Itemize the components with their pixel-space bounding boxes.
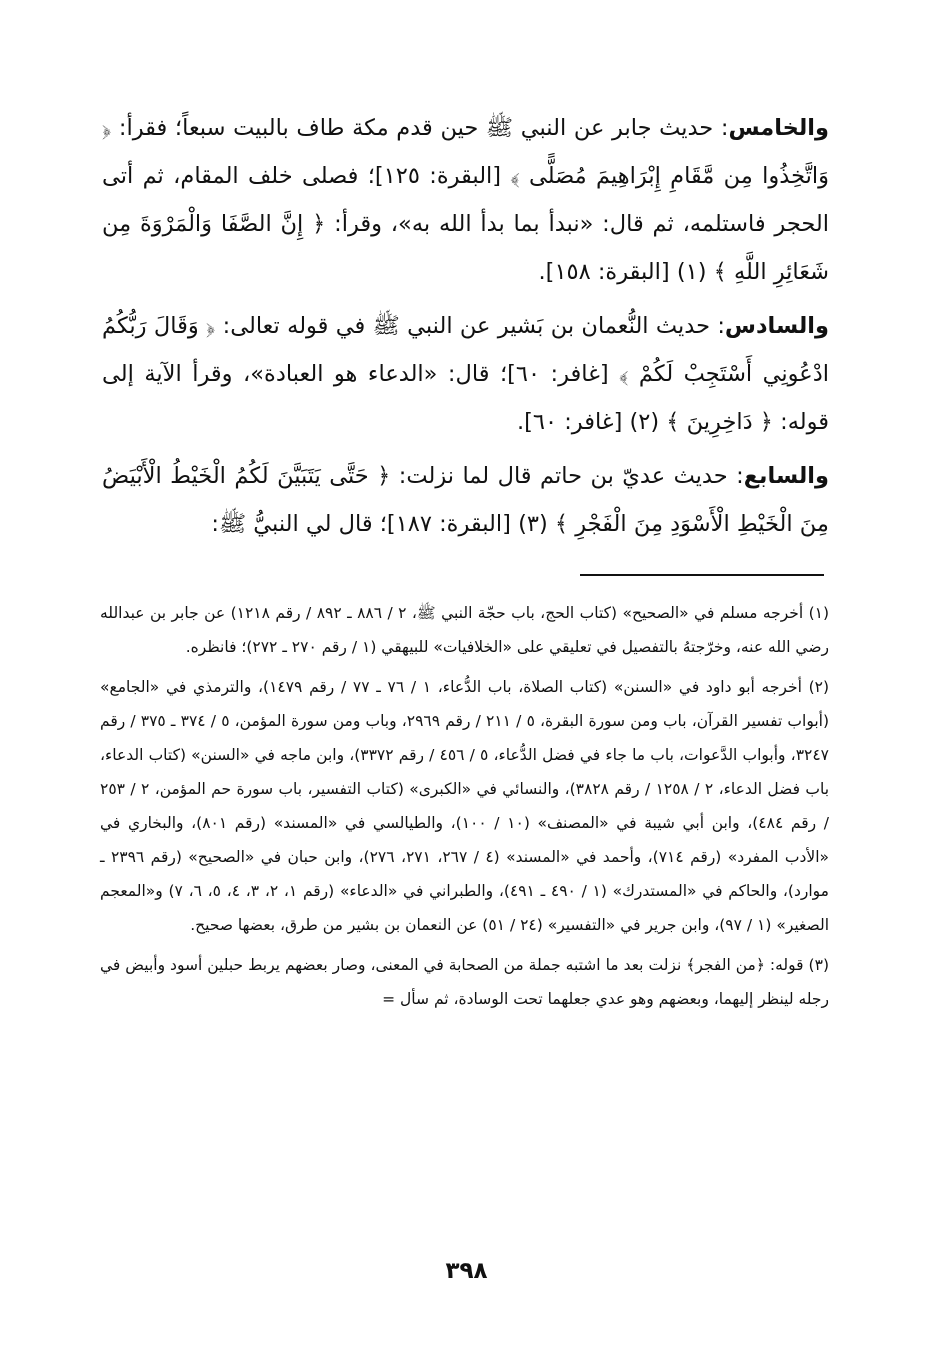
paragraph-sixth bbox=[102, 302, 829, 446]
footnote-2: (٢) أخرجه أبو داود في «السنن» (كتاب الصلاة، باب الدُّعاء، ١ / ٧٦ ـ ٧٧ / رقم ١٤٧٩)، والترمذي في «الجامع» (أبواب تفسير القرآن، باب ومن سورة البقرة، ٥ / ٢١١ / رقم ٢٩٦٩، وباب ومن سورة المؤمن، ٥ / ٣٧٤ ـ ٣٧٥ / رقم ٣٢٤٧، وأبواب الدَّعوات، باب ما جاء في فضل الدُّعاء، ٥ / ٤٥٦ / رقم ٣٣٧٢)، وابن ماجه في «السنن» (كتاب الدعاء، باب فضل الدعاء، ٢ / ١٢٥٨ / رقم ٣٨٢٨)، والنسائي في «الكبرى» (كتاب التفسير، باب سورة حم المؤمن، ٢ / ٢٥٣ / رقم ٤٨٤)، وابن أبي شيبة في «المصنف» (١٠ / ١٠٠)، والطيالسي في «المسند» (رقم ٨٠١)، والبخاري في «الأدب المفرد» (رقم ٧١٤)، وأحمد في «المسند» (٤ / ٢٦٧، ٢٧١، ٢٧٦)، وابن حبان في «الصحيح» (رقم ٢٣٩٦ ـ موارد)، والحاكم في «المستدرك» (١ / ٤٩٠ ـ ٤٩١)، والطبراني في «الدعاء» (رقم ١، ٢، ٣، ٤، ٥، ٦، ٧) و«المعجم الصغير» (١ / ٩٧)، وابن جرير في «التفسير» (٢٤ / ٥١) عن النعمان بن بشير من طرق، بعضها صحيح. bbox=[100, 678, 830, 934]
paragraph-seventh bbox=[102, 452, 829, 548]
paragraph-lead: والسادس bbox=[724, 313, 829, 339]
paragraph-body: : حديث النُّعمان بن بَشير عن النبي ﷺ في قوله تعالى: ﴿ وَقَالَ رَبُّكُمُ ادْعُونِي أَسْتَجِبْ لَكُمْ ﴾ [غافر: ٦٠]؛ قال: «الدعاء هو العبادة»، وقرأ الآية إلى قوله: ﴿ دَاخِرِينَ ﴾ (٢) [غافر: ٦٠]. bbox=[102, 313, 829, 435]
footnotes bbox=[100, 596, 829, 1022]
page-number: ٣٩٨ bbox=[445, 1258, 488, 1284]
paragraph-body: : حديث عديّ بن حاتم قال لما نزلت: ﴿ حَتَّى يَتَبَيَّنَ لَكُمُ الْخَيْطُ الْأَبْيَضُ مِنَ الْخَيْطِ الْأَسْوَدِ مِنَ الْفَجْرِ ﴾ (٣) [البقرة: ١٨٧]؛ قال لي النبيُّ ﷺ: bbox=[102, 463, 829, 537]
paragraph-body: : حديث جابر عن النبي ﷺ حين قدم مكة طاف بالبيت سبعاً؛ فقرأ: ﴿ وَاتَّخِذُوا مِن مَّقَامِ إِبْرَاهِيمَ مُصَلًّى ﴾ [البقرة: ١٢٥]؛ فصلى خلف المقام، ثم أتى الحجر فاستلمه، ثم قال: «نبدأ بما بدأ الله به»، وقرأ: ﴿ إِنَّ الصَّفَا وَالْمَرْوَةَ مِن شَعَائِرِ اللَّهِ ﴾ (١) [البقرة: ١٥٨]. bbox=[102, 115, 829, 285]
footnote-1: (١) أخرجه مسلم في «الصحيح» (كتاب الحج، باب حجّة النبي ﷺ، ٢ / ٨٨٦ ـ ٨٩٢ / رقم ١٢١٨) عن جابر بن عبدالله رضي الله عنه، وخرّجتهُ بالتفصيل في تعليقي على «الخلافيات» للبيهقي (١ / رقم ٢٧٠ ـ ٢٧٢)؛ فانظره. bbox=[100, 604, 830, 656]
paragraph-lead: والسابع bbox=[743, 463, 829, 489]
main-text bbox=[102, 104, 829, 554]
paragraph-fifth bbox=[102, 104, 829, 296]
footnote-3: (٣) قوله: ﴿من الفجر﴾ نزلت بعد ما اشتبه جملة من الصحابة في المعنى، وصار بعضهم يربط حبلين أسود وأبيض في رجله لينظر إليهما، وبعضهم وهو عدي جعلهما تحت الوسادة، ثم سأل = bbox=[100, 956, 829, 1008]
paragraph-lead: والخامس bbox=[728, 115, 829, 141]
footnote-divider bbox=[580, 574, 824, 576]
